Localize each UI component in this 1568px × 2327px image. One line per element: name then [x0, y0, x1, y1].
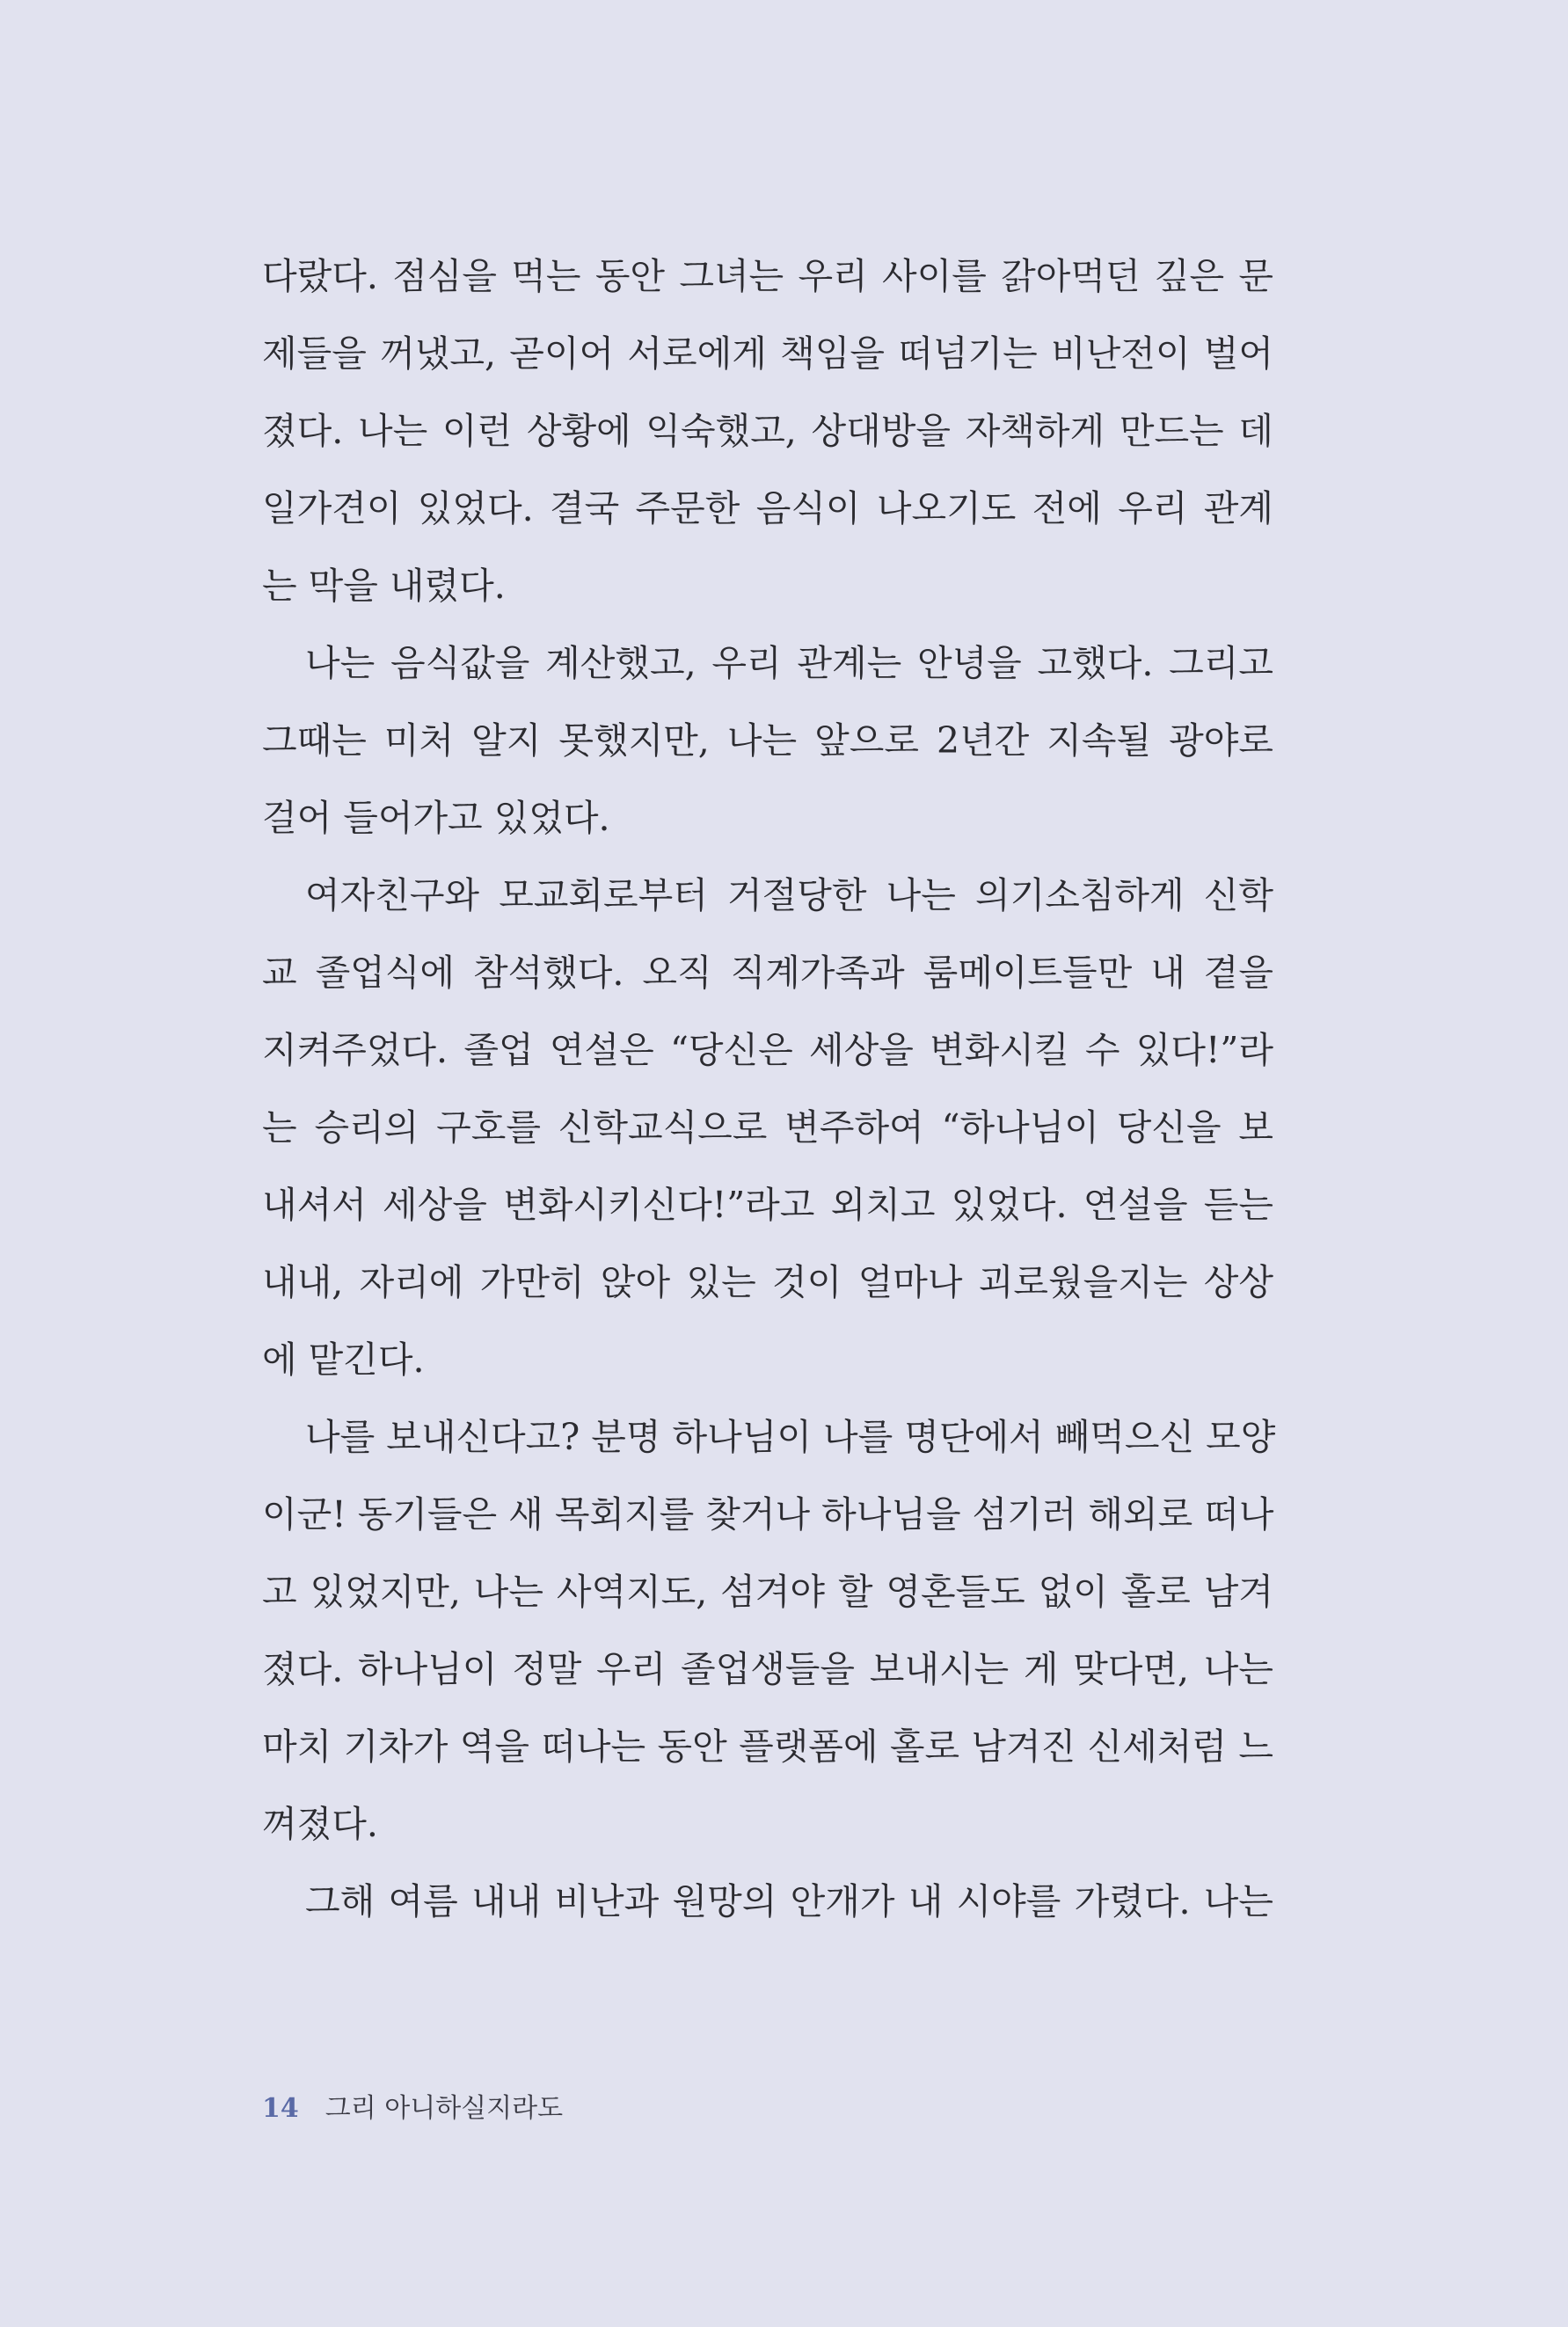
text-line: 는 승리의 구호를 신학교식으로 변주하여 “하나님이 당신을 보	[262, 1106, 1273, 1149]
text-line: 걸어 들어가고 있었다.	[262, 797, 610, 839]
page-number: 14	[262, 2093, 299, 2124]
text-line: 마치 기차가 역을 떠나는 동안 플랫폼에 홀로 남겨진 신세처럼 느	[262, 1725, 1273, 1768]
text-line: 내내, 자리에 가만히 앉아 있는 것이 얼마나 괴로웠을지는 상상	[262, 1261, 1273, 1303]
text-line: 에 맡긴다.	[262, 1339, 425, 1381]
text-line: 나를 보내신다고? 분명 하나님이 나를 명단에서 빼먹으신 모양	[305, 1416, 1276, 1458]
text-line: 껴졌다.	[262, 1803, 378, 1845]
text-line: 고 있었지만, 나는 사역지도, 섬겨야 할 영혼들도 없이 홀로 남겨	[262, 1571, 1273, 1613]
text-line: 제들을 꺼냈고, 곧이어 서로에게 책임을 떠넘기는 비난전이 벌어	[262, 332, 1273, 375]
text-line: 일가견이 있었다. 결국 주문한 음식이 나오기도 전에 우리 관계	[262, 487, 1273, 529]
text-line: 내셔서 세상을 변화시키신다!”라고 외치고 있었다. 연설을 듣는	[262, 1184, 1273, 1226]
text-line: 지켜주었다. 졸업 연설은 “당신은 세상을 변화시킬 수 있다!”라	[262, 1029, 1273, 1071]
page-footer	[262, 2087, 563, 2131]
text-line: 그해 여름 내내 비난과 원망의 안개가 내 시야를 가렸다. 나는	[305, 1880, 1273, 1922]
text-line: 는 막을 내렸다.	[262, 565, 506, 607]
text-line: 나는 음식값을 계산했고, 우리 관계는 안녕을 고했다. 그리고	[305, 642, 1273, 684]
running-title: 그리 아니하실지라도	[325, 2093, 564, 2124]
text-line: 여자친구와 모교회로부터 거절당한 나는 의기소침하게 신학	[305, 874, 1273, 916]
text-line: 졌다. 하나님이 정말 우리 졸업생들을 보내시는 게 맞다면, 나는	[262, 1648, 1273, 1690]
text-line: 그때는 미처 알지 못했지만, 나는 앞으로 2년간 지속될 광야로	[262, 719, 1273, 762]
text-line: 다랐다. 점심을 먹는 동안 그녀는 우리 사이를 갉아먹던 깊은 문	[262, 255, 1273, 297]
text-line: 교 졸업식에 참석했다. 오직 직계가족과 룸메이트들만 내 곁을	[262, 952, 1273, 994]
text-line: 졌다. 나는 이런 상황에 익숙했고, 상대방을 자책하게 만드는 데	[262, 410, 1273, 452]
text-line: 이군! 동기들은 새 목회지를 찾거나 하나님을 섬기러 해외로 떠나	[262, 1493, 1274, 1536]
